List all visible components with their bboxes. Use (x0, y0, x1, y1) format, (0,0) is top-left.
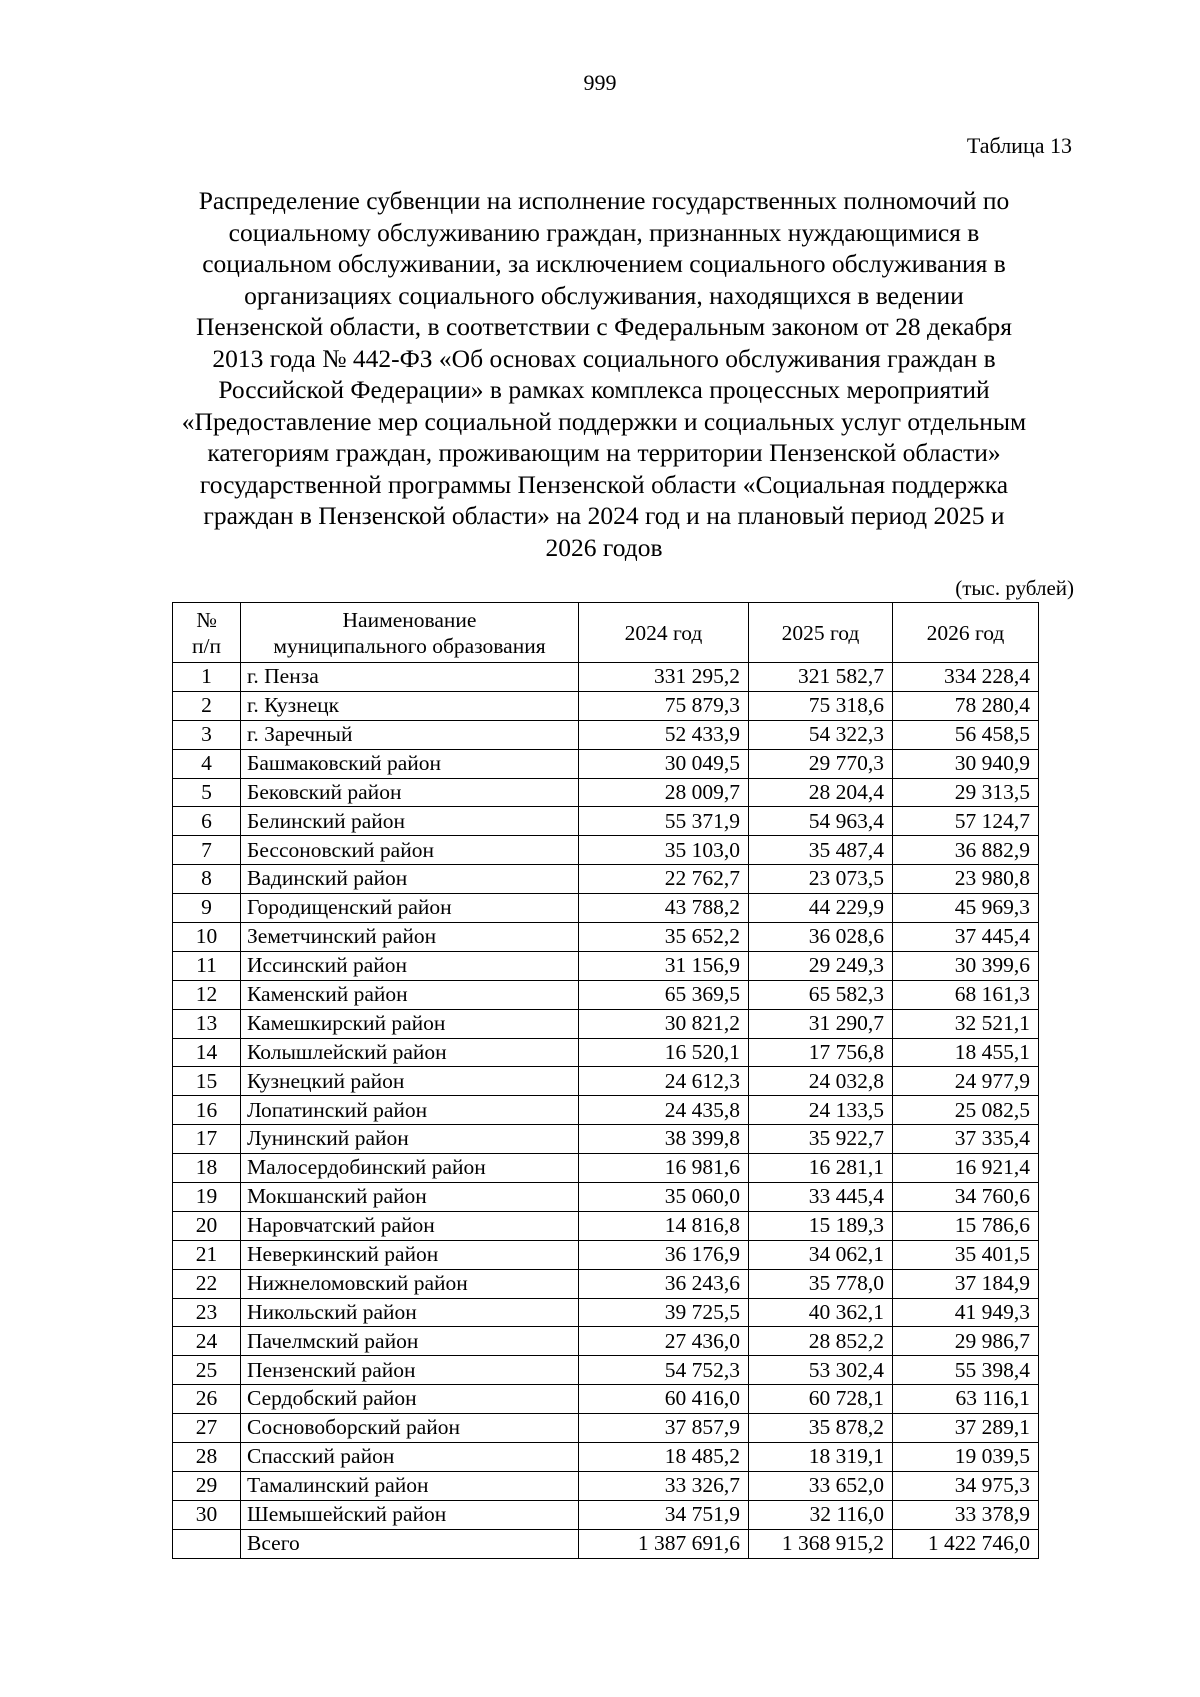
value-2024: 16 981,6 (579, 1154, 749, 1183)
value-2025: 32 116,0 (749, 1500, 893, 1529)
table-row (173, 691, 1039, 720)
distribution-table (172, 602, 1039, 1559)
value-2024: 28 009,7 (579, 778, 749, 807)
units-note: (тыс. рублей) (955, 576, 1074, 600)
table-row (173, 894, 1039, 923)
value-2024: 1 387 691,6 (579, 1529, 749, 1558)
value-2025: 35 778,0 (749, 1269, 893, 1298)
value-2025: 28 204,4 (749, 778, 893, 807)
header-row (173, 603, 1039, 663)
table-row (173, 1385, 1039, 1414)
row-number: 29 (173, 1471, 241, 1500)
value-2024: 24 612,3 (579, 1067, 749, 1096)
value-2024: 35 103,0 (579, 836, 749, 865)
title-line: «Предоставление мер социальной поддержки и социальных услуг отдельным (181, 406, 1027, 436)
row-number: 6 (173, 807, 241, 836)
value-2026: 23 980,8 (893, 865, 1039, 894)
value-2024: 27 436,0 (579, 1327, 749, 1356)
municipality-name: Никольский район (241, 1298, 579, 1327)
header-2026: 2026 год (893, 603, 1039, 663)
value-2025: 75 318,6 (749, 691, 893, 720)
value-2026: 29 986,7 (893, 1327, 1039, 1356)
value-2025: 29 249,3 (749, 951, 893, 980)
municipality-name: Пачелмский район (241, 1327, 579, 1356)
municipality-name: г. Пенза (241, 663, 579, 692)
header-number (173, 603, 241, 663)
value-2024: 14 816,8 (579, 1211, 749, 1240)
value-2026: 29 313,5 (893, 778, 1039, 807)
value-2025: 36 028,6 (749, 923, 893, 952)
value-2026: 1 422 746,0 (893, 1529, 1039, 1558)
municipality-name: Иссинский район (241, 951, 579, 980)
value-2025: 34 062,1 (749, 1240, 893, 1269)
row-number: 9 (173, 894, 241, 923)
value-2024: 24 435,8 (579, 1096, 749, 1125)
value-2026: 45 969,3 (893, 894, 1039, 923)
value-2026: 37 184,9 (893, 1269, 1039, 1298)
municipality-name: Земетчинский район (241, 923, 579, 952)
title-line: государственной программы Пензенской области «Социальная поддержка (199, 469, 1009, 499)
row-number: 22 (173, 1269, 241, 1298)
value-2024: 65 369,5 (579, 980, 749, 1009)
row-number (173, 1529, 241, 1558)
table-body (173, 663, 1039, 1559)
value-2025: 1 368 915,2 (749, 1529, 893, 1558)
value-2026: 24 977,9 (893, 1067, 1039, 1096)
value-2025: 321 582,7 (749, 663, 893, 692)
value-2024: 30 821,2 (579, 1009, 749, 1038)
table-row (173, 749, 1039, 778)
value-2026: 34 975,3 (893, 1471, 1039, 1500)
value-2024: 37 857,9 (579, 1414, 749, 1443)
row-number: 28 (173, 1443, 241, 1472)
value-2024: 52 433,9 (579, 720, 749, 749)
row-number: 26 (173, 1385, 241, 1414)
value-2024: 43 788,2 (579, 894, 749, 923)
table-row (173, 865, 1039, 894)
municipality-name: Тамалинский район (241, 1471, 579, 1500)
title-line: Распределение субвенции на исполнение государственных полномочий по (198, 186, 1010, 215)
title-line: граждан в Пензенской области» на 2024 год и на плановый период 2025 и (203, 501, 1005, 530)
row-number: 24 (173, 1327, 241, 1356)
title-line: социальному обслуживанию граждан, признанных нуждающимися в (228, 217, 980, 247)
table-row (173, 980, 1039, 1009)
value-2024: 36 176,9 (579, 1240, 749, 1269)
title-line: Российской Федерации» в рамках комплекса процессных мероприятий (218, 375, 990, 404)
value-2025: 24 032,8 (749, 1067, 893, 1096)
value-2026: 36 882,9 (893, 836, 1039, 865)
table-row (173, 836, 1039, 865)
value-2025: 44 229,9 (749, 894, 893, 923)
title-line: 2013 года № 442-ФЗ «Об основах социального обслуживания граждан в (212, 343, 996, 373)
municipality-name: Кузнецкий район (241, 1067, 579, 1096)
value-2025: 23 073,5 (749, 865, 893, 894)
municipality-name: Сосновоборский район (241, 1414, 579, 1443)
municipality-name: г. Заречный (241, 720, 579, 749)
title-line: категориям граждан, проживающим на территории Пензенской области» (207, 438, 1001, 467)
municipality-name: Нижнеломовский район (241, 1269, 579, 1298)
title-line: 2026 годов (545, 532, 663, 562)
table-row (173, 663, 1039, 692)
row-number: 17 (173, 1125, 241, 1154)
municipality-name: Лопатинский район (241, 1096, 579, 1125)
table-row (173, 1356, 1039, 1385)
value-2024: 39 725,5 (579, 1298, 749, 1327)
value-2025: 31 290,7 (749, 1009, 893, 1038)
row-number: 11 (173, 951, 241, 980)
value-2025: 65 582,3 (749, 980, 893, 1009)
row-number: 13 (173, 1009, 241, 1038)
municipality-name: Мокшанский район (241, 1183, 579, 1212)
row-number: 23 (173, 1298, 241, 1327)
municipality-name: Спасский район (241, 1443, 579, 1472)
value-2026: 78 280,4 (893, 691, 1039, 720)
municipality-name: Малосердобинский район (241, 1154, 579, 1183)
municipality-name: Пензенский район (241, 1356, 579, 1385)
table-row (173, 923, 1039, 952)
table-row (173, 1471, 1039, 1500)
value-2025: 18 319,1 (749, 1443, 893, 1472)
value-2026: 68 161,3 (893, 980, 1039, 1009)
table-row (173, 1240, 1039, 1269)
value-2025: 28 852,2 (749, 1327, 893, 1356)
value-2025: 16 281,1 (749, 1154, 893, 1183)
value-2026: 41 949,3 (893, 1298, 1039, 1327)
row-number: 8 (173, 865, 241, 894)
value-2025: 53 302,4 (749, 1356, 893, 1385)
table-row (173, 1154, 1039, 1183)
value-2024: 75 879,3 (579, 691, 749, 720)
value-2024: 30 049,5 (579, 749, 749, 778)
table-row (173, 720, 1039, 749)
value-2026: 55 398,4 (893, 1356, 1039, 1385)
municipality-name: Неверкинский район (241, 1240, 579, 1269)
municipality-name: Наровчатский район (241, 1211, 579, 1240)
value-2025: 40 362,1 (749, 1298, 893, 1327)
value-2026: 33 378,9 (893, 1500, 1039, 1529)
row-number: 2 (173, 691, 241, 720)
header-2024: 2024 год (579, 603, 749, 663)
table-row (173, 1096, 1039, 1125)
value-2026: 37 445,4 (893, 923, 1039, 952)
municipality-name: Каменский район (241, 980, 579, 1009)
header-name-line1: Наименование (342, 607, 477, 632)
value-2026: 57 124,7 (893, 807, 1039, 836)
value-2025: 29 770,3 (749, 749, 893, 778)
header-2025: 2025 год (749, 603, 893, 663)
municipality-name: Камешкирский район (241, 1009, 579, 1038)
municipality-name: Лунинский район (241, 1125, 579, 1154)
value-2026: 34 760,6 (893, 1183, 1039, 1212)
value-2026: 334 228,4 (893, 663, 1039, 692)
row-number: 30 (173, 1500, 241, 1529)
value-2025: 33 445,4 (749, 1183, 893, 1212)
row-number: 18 (173, 1154, 241, 1183)
value-2024: 18 485,2 (579, 1443, 749, 1472)
table-row (173, 1183, 1039, 1212)
total-row (173, 1529, 1039, 1558)
value-2024: 36 243,6 (579, 1269, 749, 1298)
header-number-line2: п/п (192, 633, 221, 658)
value-2025: 54 963,4 (749, 807, 893, 836)
row-number: 1 (173, 663, 241, 692)
value-2024: 31 156,9 (579, 951, 749, 980)
municipality-name: Городищенский район (241, 894, 579, 923)
table-row (173, 807, 1039, 836)
title-line: Пензенской области, в соответствии с Федеральным законом от 28 декабря (195, 312, 1013, 341)
value-2025: 35 487,4 (749, 836, 893, 865)
municipality-name: Колышлейский район (241, 1038, 579, 1067)
value-2026: 18 455,1 (893, 1038, 1039, 1067)
row-number: 12 (173, 980, 241, 1009)
row-number: 3 (173, 720, 241, 749)
row-number: 4 (173, 749, 241, 778)
row-number: 25 (173, 1356, 241, 1385)
value-2024: 35 060,0 (579, 1183, 749, 1212)
value-2026: 35 401,5 (893, 1240, 1039, 1269)
table-row (173, 1009, 1039, 1038)
table-row (173, 1298, 1039, 1327)
row-number: 20 (173, 1211, 241, 1240)
row-number: 21 (173, 1240, 241, 1269)
table-row (173, 1414, 1039, 1443)
value-2024: 33 326,7 (579, 1471, 749, 1500)
value-2026: 63 116,1 (893, 1385, 1039, 1414)
value-2025: 35 922,7 (749, 1125, 893, 1154)
row-number: 5 (173, 778, 241, 807)
municipality-name: Вадинский район (241, 865, 579, 894)
municipality-name: Шемышейский район (241, 1500, 579, 1529)
table-row (173, 778, 1039, 807)
value-2026: 25 082,5 (893, 1096, 1039, 1125)
table-row (173, 1125, 1039, 1154)
value-2026: 56 458,5 (893, 720, 1039, 749)
table-row (173, 1443, 1039, 1472)
value-2024: 35 652,2 (579, 923, 749, 952)
table-row (173, 1327, 1039, 1356)
value-2024: 60 416,0 (579, 1385, 749, 1414)
title-line: социальном обслуживании, за исключением социального обслуживания в (202, 249, 1006, 278)
header-number-line1: № (196, 607, 217, 632)
value-2025: 54 322,3 (749, 720, 893, 749)
value-2024: 34 751,9 (579, 1500, 749, 1529)
value-2024: 16 520,1 (579, 1038, 749, 1067)
value-2024: 22 762,7 (579, 865, 749, 894)
row-number: 27 (173, 1414, 241, 1443)
value-2025: 17 756,8 (749, 1038, 893, 1067)
municipality-name: г. Кузнецк (241, 691, 579, 720)
value-2026: 37 289,1 (893, 1414, 1039, 1443)
value-2025: 24 133,5 (749, 1096, 893, 1125)
municipality-name: Всего (241, 1529, 579, 1558)
value-2026: 30 399,6 (893, 951, 1039, 980)
value-2026: 32 521,1 (893, 1009, 1039, 1038)
row-number: 15 (173, 1067, 241, 1096)
value-2026: 16 921,4 (893, 1154, 1039, 1183)
header-name (241, 603, 579, 663)
table-row (173, 1269, 1039, 1298)
value-2024: 38 399,8 (579, 1125, 749, 1154)
municipality-name: Сердобский район (241, 1385, 579, 1414)
value-2026: 30 940,9 (893, 749, 1039, 778)
table-row (173, 951, 1039, 980)
row-number: 14 (173, 1038, 241, 1067)
municipality-name: Башмаковский район (241, 749, 579, 778)
title-line: организациях социального обслуживания, находящихся в ведении (244, 280, 964, 310)
document-title (120, 185, 1088, 563)
row-number: 16 (173, 1096, 241, 1125)
value-2025: 60 728,1 (749, 1385, 893, 1414)
value-2024: 54 752,3 (579, 1356, 749, 1385)
value-2024: 331 295,2 (579, 663, 749, 692)
table-row (173, 1067, 1039, 1096)
value-2025: 35 878,2 (749, 1414, 893, 1443)
page-number: 999 (583, 70, 617, 95)
value-2025: 15 189,3 (749, 1211, 893, 1240)
value-2025: 33 652,0 (749, 1471, 893, 1500)
value-2026: 19 039,5 (893, 1443, 1039, 1472)
municipality-name: Бессоновский район (241, 836, 579, 865)
municipality-name: Белинский район (241, 807, 579, 836)
value-2026: 37 335,4 (893, 1125, 1039, 1154)
row-number: 7 (173, 836, 241, 865)
table-label: Таблица 13 (966, 133, 1072, 158)
municipality-name: Бековский район (241, 778, 579, 807)
row-number: 10 (173, 923, 241, 952)
table-row (173, 1211, 1039, 1240)
table-row (173, 1038, 1039, 1067)
table-header (173, 603, 1039, 663)
table-row (173, 1500, 1039, 1529)
header-name-line2: муниципального образования (273, 633, 546, 658)
value-2024: 55 371,9 (579, 807, 749, 836)
value-2026: 15 786,6 (893, 1211, 1039, 1240)
row-number: 19 (173, 1183, 241, 1212)
